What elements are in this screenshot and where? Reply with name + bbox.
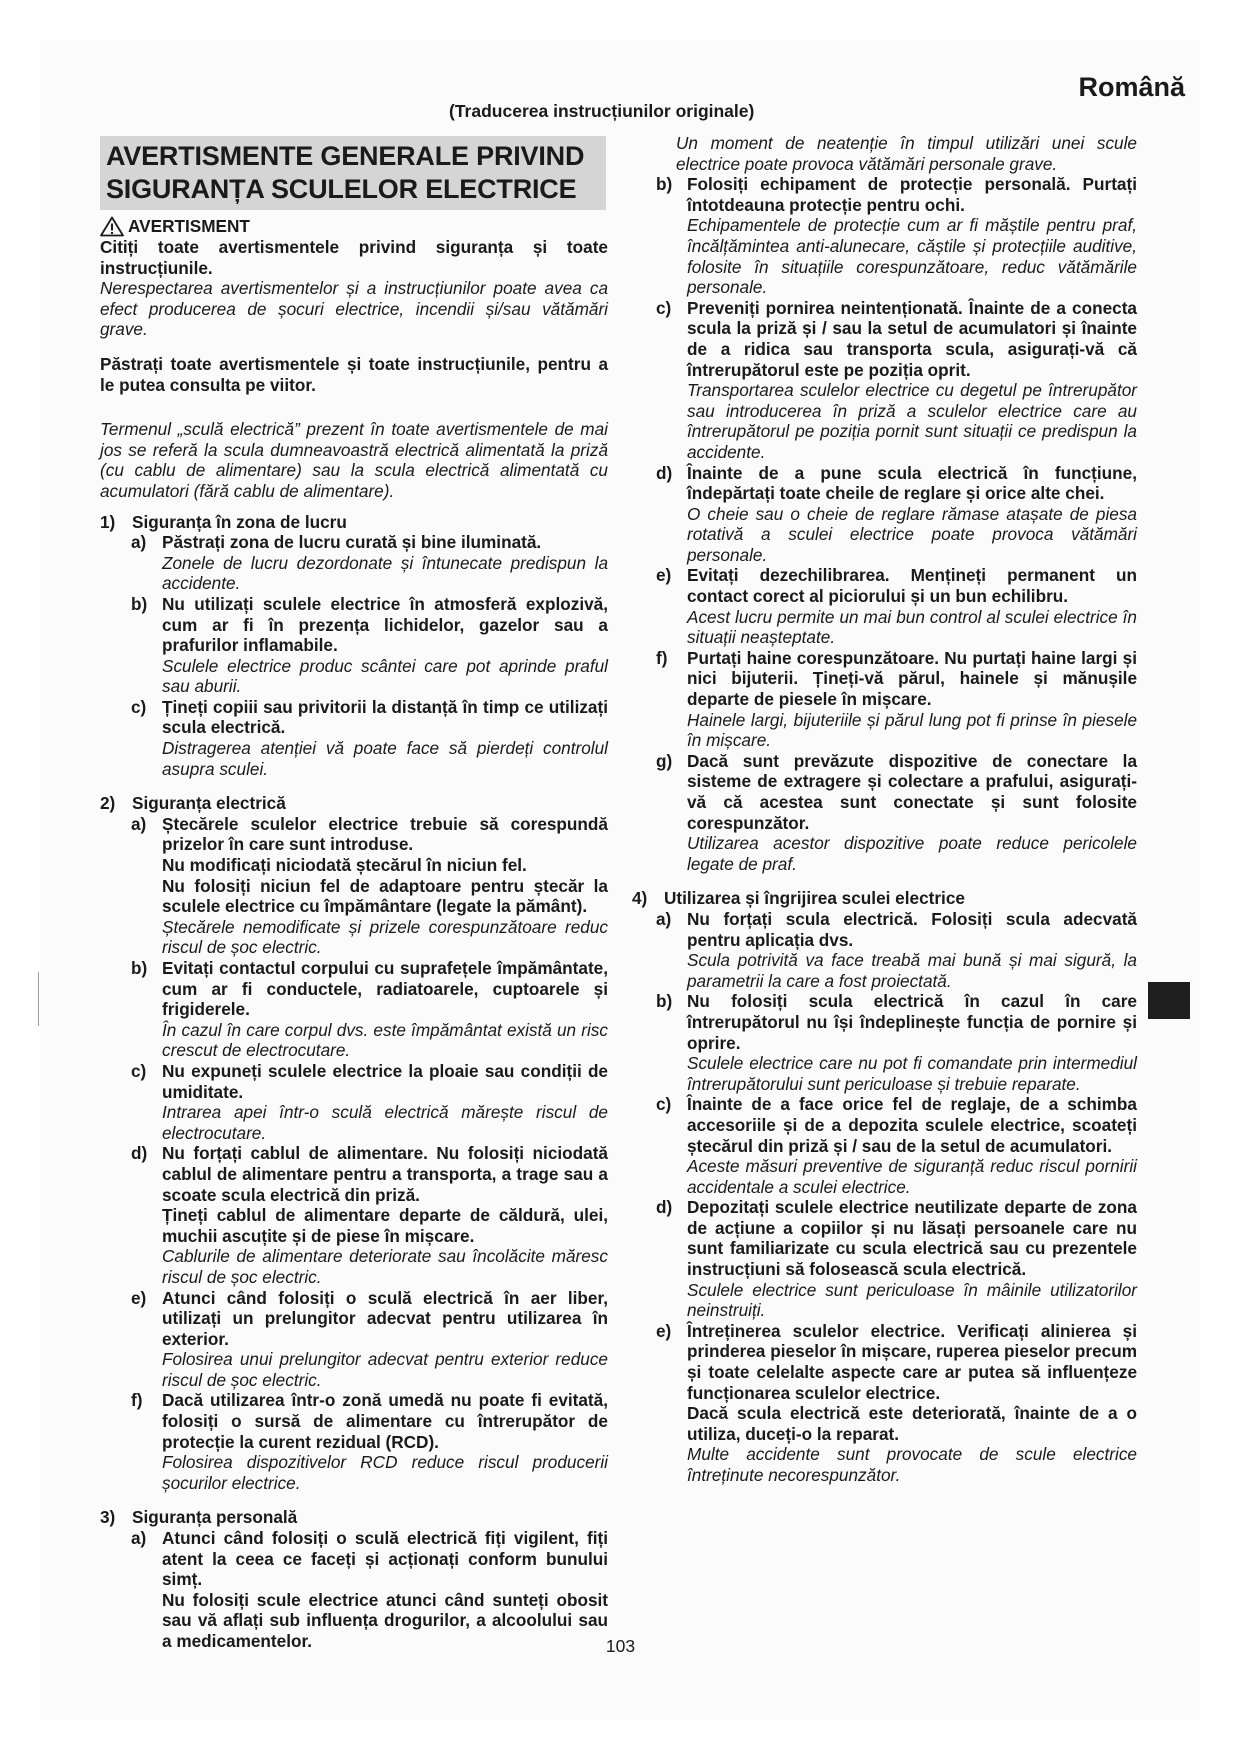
item-4b: b) Nu folosiți scula electrică în cazul în care întrerupătorul nu își îndeplinește funcția de pornire și oprire. Sculele electrice care nu pot fi comandate prin intermediul întrerupătorului sunt periculoase și trebuie reparate. (656, 991, 1137, 1094)
right-column (632, 133, 1137, 1486)
margin-line (38, 972, 39, 1026)
item-4e: e) Întreținerea sculelor electrice. Verificați alinierea și prinderea pieselor în mișcare, ruperea pieselor precum și toate celelalte aspecte care ar putea să influențeze funcționarea sculelor electrice. Dacă scula electrică este deteriorată, înainte de a o utiliza, duceți-o la reparat. Multe accidente sunt provocate de scule electrice întreținute necorespunzător. (656, 1320, 1137, 1485)
item-3c: c) Preveniți pornirea neintenționată. Înainte de a conecta scula la priză și / sau la setul de acumulatori și înainte de a ridica sau transporta scula, asigurați-vă că întrerupătorul este pe poziția oprit. Transportarea sculelor electrice cu degetul pe întrerupător sau introducerea în priză a sculelor electrice care au întrerupătorul pe poziția pornit sunt situații ce predispun la accidente. (656, 297, 1137, 462)
item-3d: d) Înainte de a pune scula electrică în funcțiune, îndepărtați toate cheile de reglare și orice alte chei. O cheie sau o cheie de reglare rămase atașate de piesa rotativă a sculei electrice poate provoca vătămări personale. (656, 462, 1137, 565)
item-3e: e) Evitați dezechilibrarea. Mențineți permanent un contact corect al piciorului și un bun echilibru. Acest lucru permite un mai bun control al sculei electrice în situații neașteptate. (656, 565, 1137, 648)
intro-bold: Citiți toate avertismentele privind siguranța și toate instrucțiunile. (100, 237, 608, 278)
section-tab-marker (1148, 982, 1190, 1019)
warning-heading (100, 216, 608, 237)
section-2-heading: 2) Siguranța electrică (100, 793, 286, 814)
continuation-note: Un moment de neatenție în timpul utilizări unei scule electrice poate provoca vătămări personale grave. (676, 133, 1137, 174)
section-1-heading: 1) Siguranța în zona de lucru (100, 511, 347, 532)
item-2e: e) Atunci când folosiți o sculă electrică în aer liber, utilizați un prelungitor adecvat pentru utilizarea în exterior. Folosirea unui prelungitor adecvat pentru exterior reduce riscul de șoc electric. (131, 1287, 608, 1390)
item-1a: a) Păstrați zona de lucru curată și bine iluminată. Zonele de lucru dezordonate și întunecate predispun la accidente. (131, 532, 608, 594)
left-column (100, 136, 608, 1652)
item-4a: a) Nu forțați scula electrică. Folosiți scula adecvată pentru aplicația dvs. Scula potrivită va face treabă mai bună și mai sigură, la parametrii la care a fost proiectată. (656, 908, 1137, 991)
item-1b: b) Nu utilizați sculele electrice în atmosferă explozivă, cum ar fi în prezența lichidelor, gazelor sau a prafurilor inflamabile. Sculele electrice produc scântei care pot aprinde praful sau aburii. (131, 593, 608, 697)
item-4c: c) Înainte de a face orice fel de reglaje, de a schimba accesoriile și de a depozita sculele electrice, scoateți ștecărul din priză și / sau de la setul de acumulatori. Aceste măsuri preventive de siguranță reduc riscul pornirii accidentale a sculei electrice. (656, 1094, 1137, 1197)
keep-instructions: Păstrați toate avertismentele și toate instrucțiunile, pentru a le putea consulta pe viitor. (100, 353, 608, 395)
item-3b: b) Folosiți echipament de protecție personală. Purtați întotdeauna protecție pentru ochi. Echipamentele de protecție cum ar fi măștile pentru praf, încălțămintea anti-alunecare, căștile și protecțiile auditive, folosite în situațiile corespunzătoare, reduc vătămările personale. (656, 174, 1137, 298)
item-1c: c) Țineți copiii sau privitorii la distanță în timp ce utilizați scula electrică. Distragerea atenției vă poate face să pierdeți controlul asupra sculei. (131, 696, 608, 779)
term-definition: Termenul „sculă electrică” prezent în toate avertismentele de mai jos se referă la scula dumneavoastră electrică alimentată la priză (cu cablu de alimentare) sau la scula electrică alimentată cu acumulatori (fără cablu de alimentare). (100, 419, 608, 501)
title-line-2: SIGURANȚA SCULELOR ELECTRICE (106, 174, 577, 204)
item-3a: a) Atunci când folosiți o sculă electrică fiți vigilent, fiți atent la ceea ce faceți și acționați conform bunului simț. Nu folosiți scule electrice atunci când sunteți obosit sau vă aflați sub influența drogurilor, a alcoolului sau a medicamentelor. (131, 1528, 608, 1651)
item-3f: f) Purtați haine corespunzătoare. Nu purtați haine largi și nici bijuterii. Țineți-vă părul, hainele și mănușile departe de piesele în mișcare. Hainele largi, bijuteriile și părul lung pot fi prinse în piesele în mișcare. (656, 647, 1137, 751)
warning-triangle-icon (100, 216, 124, 237)
item-2a: a) Ștecărele sculelor electrice trebuie să corespundă prizelor în care sunt introduse. Nu modificați niciodată ștecărul în niciun fel. Nu folosiți niciun fel de adaptoare pentru ștecăr la sculele electrice cu împământare (legate la pământ). Ștecărele nemodificate și prizele corespunzătoare reduc riscul de șoc electric. (131, 813, 608, 958)
item-4d: d) Depozitați sculele electrice neutilizate departe de zona de acțiune a copiilor și nu lăsați persoanele care nu sunt familiarizate cu scula electrică sau cu prezentele instrucțiuni să folosească scula electrică. Sculele electrice sunt periculoase în mâinile utilizatorilor neinstruiți. (656, 1197, 1137, 1321)
title-line-1: AVERTISMENTE GENERALE PRIVIND (106, 141, 585, 171)
section-title (100, 136, 606, 210)
language-label: Română (1078, 72, 1185, 102)
section-3-heading: 3) Siguranța personală (100, 1507, 298, 1528)
section-4-heading: 4) Utilizarea și îngrijirea sculei electrice (632, 888, 965, 909)
page-number: 103 (605, 1636, 636, 1656)
item-2b: b) Evitați contactul corpului cu suprafețele împământate, cum ar fi conductele, radiatoarele, cuptoarele și frigiderele. În cazul în care corpul dvs. este împământat există un risc crescut de electrocutare. (131, 958, 608, 1061)
warning-label: AVERTISMENT (128, 216, 250, 237)
item-3g: g) Dacă sunt prevăzute dispozitive de conectare la sisteme de extragere și colectare a prafului, asigurați-vă că acestea sunt conectate și sunt folosite corespunzător. Utilizarea acestor dispozitive poate reduce pericolele legate de praf. (656, 750, 1137, 874)
document-subtitle: (Traducerea instrucțiunilor originale) (449, 101, 755, 121)
item-2c: c) Nu expuneți sculele electrice la ploaie sau condiții de umiditate. Intrarea apei într-o sculă electrică mărește riscul de electrocutare. (131, 1060, 608, 1143)
item-2d: d) Nu forțați cablul de alimentare. Nu folosiți niciodată cablul de alimentare pentru a transporta, a trage sau a scoate scula electrică din priză. Țineți cablul de alimentare departe de căldură, ulei, muchii ascuțite și de piese în mișcare. Cablurile de alimentare deteriorate sau încolăcite măresc riscul de șoc electric. (131, 1143, 608, 1287)
intro-italic: Nerespectarea avertismentelor și a instrucțiunilor poate avea ca efect producerea de șocuri electrice, incendii și/sau vătămări grave. (100, 278, 608, 340)
item-2f: f) Dacă utilizarea într-o zonă umedă nu poate fi evitată, folosiți o sursă de alimentare cu întrerupător de protecție la curent rezidual (RCD). Folosirea dispozitivelor RCD reduce riscul producerii șocurilor electrice. (131, 1390, 608, 1493)
